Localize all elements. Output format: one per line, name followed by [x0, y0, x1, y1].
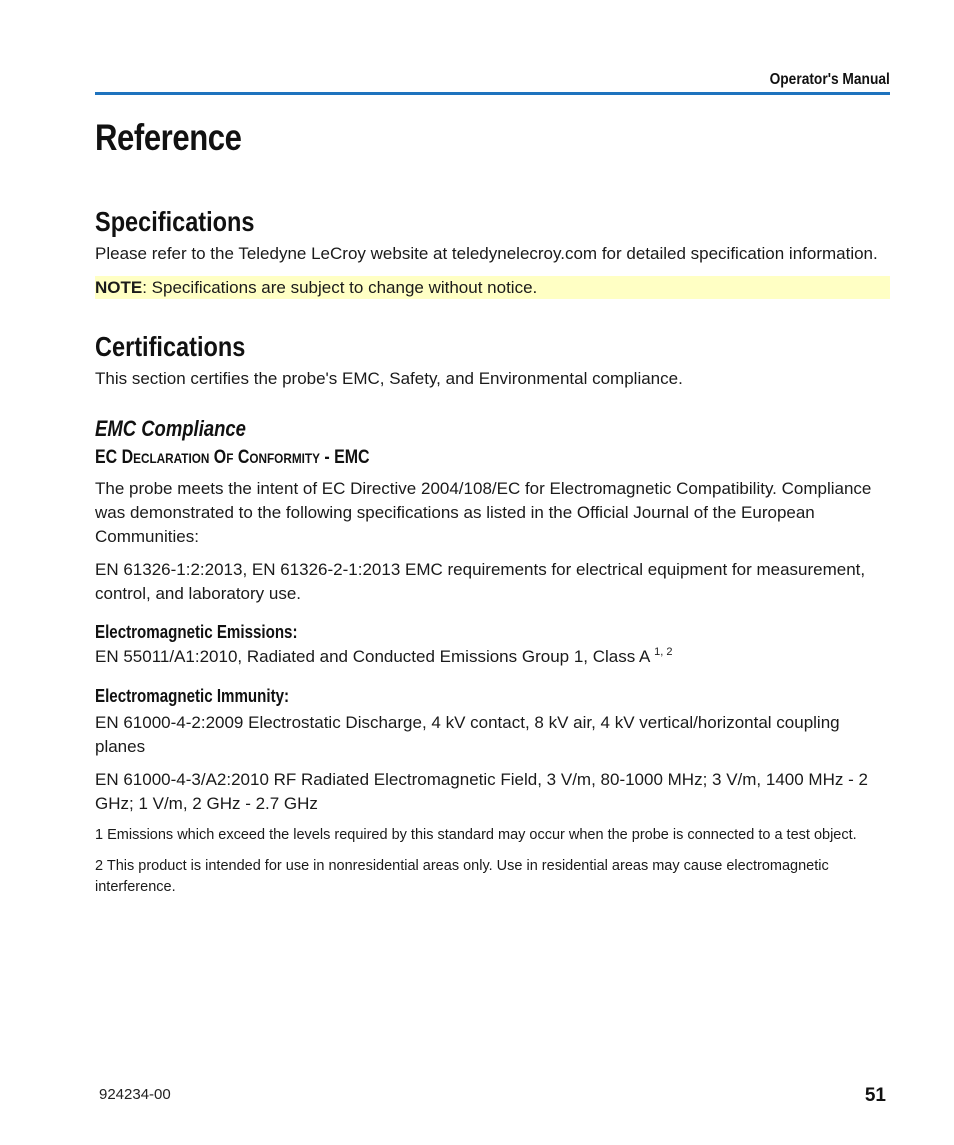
page-content — [95, 110, 890, 898]
running-header: Operator's Manual — [769, 71, 890, 88]
note-label: NOTE — [95, 278, 143, 297]
ec-declaration-heading: EC DECLARATION OF CONFORMITY - EMC — [95, 447, 370, 468]
certifications-heading: Certifications — [95, 331, 246, 362]
emissions-text: EN 55011/A1:2010, Radiated and Conducted Emissions Group 1, Class A $^{1, 2}$ — [95, 646, 673, 666]
document-number: 924234-00 — [99, 1086, 171, 1103]
emc-standard: EN 61326-1:2:2013, EN 61326-2-1:2013 EMC requirements for electrical equipment for measurement, control, and laboratory use. — [95, 560, 866, 603]
page-title: Reference — [95, 117, 242, 158]
immunity-item-1: EN 61000-4-2:2009 Electrostatic Discharge, 4 kV contact, 8 kV air, 4 kV vertical/horizontal coupling planes — [95, 713, 840, 756]
emc-intro: The probe meets the intent of EC Directive 2004/108/EC for Electromagnetic Compatibility. Compliance was demonstrated to the following specifications as listed in the Official Journal of the European Communities: — [95, 479, 872, 546]
emissions-footnote-ref: 1, 2 — [654, 646, 673, 658]
footnote-1: 1 Emissions which exceed the levels required by this standard may occur when the probe is connected to a test object. — [95, 827, 857, 843]
emissions-heading: Electromagnetic Emissions: — [95, 622, 298, 642]
footnote-2: 2 This product is intended for use in nonresidential areas only. Use in residential areas may cause electromagnetic interference. — [95, 858, 829, 895]
emc-heading: EMC Compliance — [95, 416, 246, 441]
header-rule — [95, 92, 890, 95]
note-text: : Specifications are subject to change without notice. — [142, 278, 538, 297]
note-box — [95, 276, 890, 299]
immunity-item-2: EN 61000-4-3/A2:2010 RF Radiated Electromagnetic Field, 3 V/m, 80-1000 MHz; 3 V/m, 1400 MHz - 2 GHz; 1 V/m, 2 GHz - 2.7 GHz — [95, 770, 868, 813]
certifications-body: This section certifies the probe's EMC, Safety, and Environmental compliance. — [95, 369, 683, 388]
specifications-body: Please refer to the Teledyne LeCroy website at teledynelecroy.com for detailed specification information. — [95, 244, 878, 263]
specifications-heading: Specifications — [95, 206, 255, 237]
immunity-heading: Electromagnetic Immunity: — [95, 686, 290, 706]
page-number: 51 — [864, 1085, 886, 1106]
